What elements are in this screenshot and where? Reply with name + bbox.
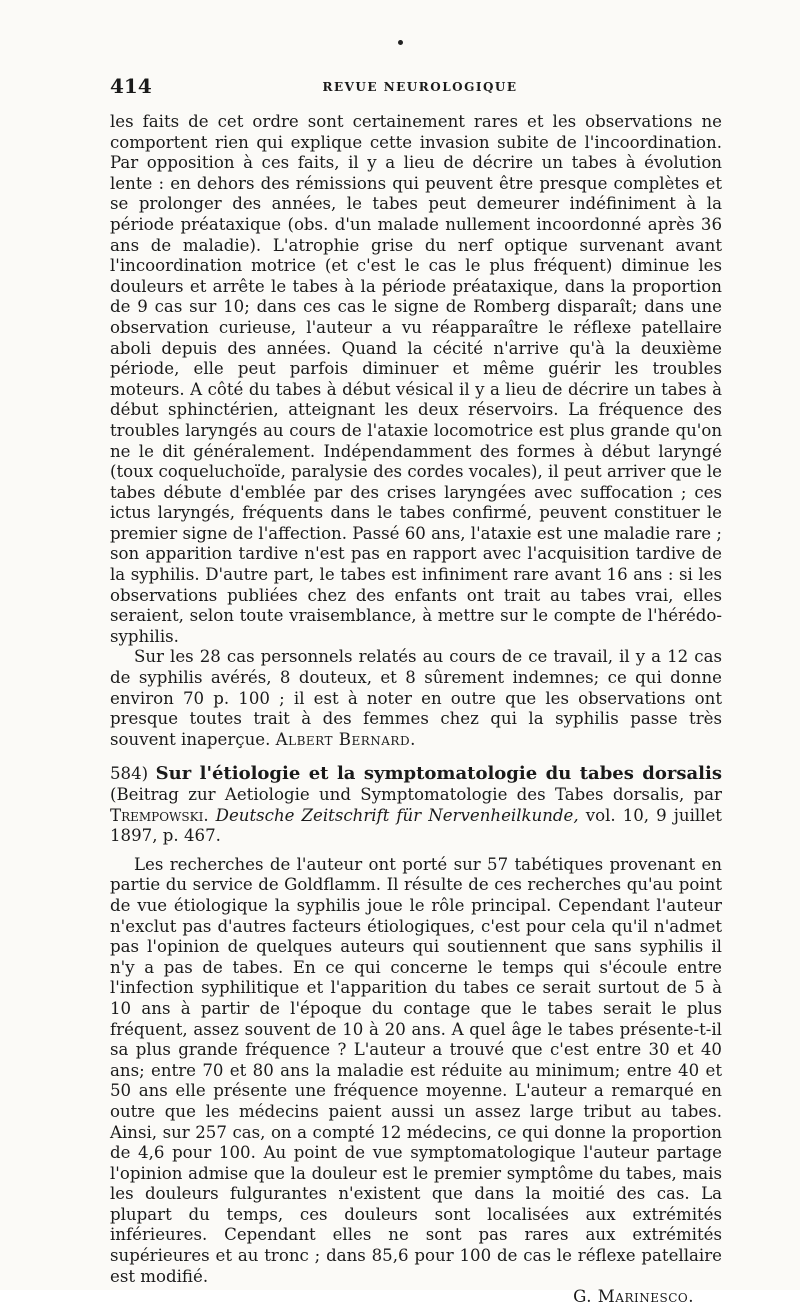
entry-citation: vol. 10, 9 juillet 1897, p. 467.	[110, 805, 722, 846]
entry-journal: Deutsche Zeitschrift für Nervenheilkunde,	[215, 805, 579, 825]
section1-paragraph2	[110, 647, 722, 750]
entry-title: Sur l'étiologie et la symptomatologie du tabes dorsalis	[155, 763, 722, 785]
entry-subtitle: (Beitrag zur Aetiologie und Symptomatologie des Tabes dorsalis, par	[110, 785, 722, 804]
section1-paragraph2-text: Sur les 28 cas personnels relatés au cours de ce travail, il y a 12 cas de syphilis avérés, 8 douteux, et 8 sûrement indemnes; ce qui donne environ 70 p. 100 ; il est à noter en outre que les observations ont presque toutes trait à des femmes chez qui la syphilis passe très souvent inaperçue.	[110, 647, 722, 749]
entry-584-heading	[110, 764, 722, 846]
section1-paragraph1: les faits de cet ordre sont certainement rares et les observations ne comportent rien qui explique cette invasion subite de l'incoordination. Par opposition à ces faits, il y a lieu de décrire un tabes à évolution lente : en dehors des rémissions qui peuvent être presque complètes et se prolonger des années, le tabes peut demeurer indéfiniment à la période préataxique (obs. d'un malade nullement incoordonné après 36 ans de maladie). L'atrophie grise du nerf optique survenant avant l'incoordination motrice (et c'est le cas le plus fréquent) diminue les douleurs et arrête le tabes à la période préataxique, dans la proportion de 9 cas sur 10; dans ces cas le signe de Romberg disparaît; dans une observation curieuse, l'auteur a vu réapparaître le réflexe patellaire aboli depuis des années. Quand la cécité n'arrive qu'à la deuxième période, elle peut parfois diminuer et même guérir les troubles moteurs. A côté du tabes à début vésical il y a lieu de décrire un tabes à début sphinctérien, atteignant les deux réservoirs. La fréquence des troubles laryngés au cours de l'ataxie locomotrice est plus grande qu'on ne le dit généralement. Indépendamment des formes à début laryngé (toux coqueluchoïde, paralysie des cordes vocales), il peut arriver que le tabes débute d'emblée par des crises laryngées avec suffocation ; ces ictus laryngés, fréquents dans le tabes confirmé, peuvent constituer le premier signe de l'affection. Passé 60 ans, l'ataxie est une maladie rare ; son apparition tardive n'est pas en rapport avec l'acquisition tardive de la syphilis. D'autre part, le tabes est infiniment rare avant 16 ans : si les observations publiées chez des enfants ont trait au tabes vrai, elles seraient, selon toute vraisemblance, à mettre sur le compte de l'hérédo-syphilis.	[110, 112, 722, 646]
page-body	[110, 112, 722, 1308]
entry-584-paragraph: Les recherches de l'auteur ont porté sur 57 tabétiques provenant en partie du service de Goldflamm. Il résulte de ces recherches qu'au point de vue étiologique la syphilis joue le rôle principal. Cependant l'auteur n'exclut pas d'autres facteurs étiologiques, c'est pour cela qu'il n'admet pas l'opinion de quelques auteurs qui soutiennent que sans syphilis il n'y a pas de tabes. En ce qui concerne le temps qui s'écoule entre l'infection syphilitique et l'apparition du tabes ce serait surtout de 5 à 10 ans à partir de l'époque du contage que le tabes serait le plus fréquent, assez souvent de 10 à 20 ans. A quel âge le tabes présente-t-il sa plus grande fréquence ? L'auteur a trouvé que c'est entre 30 et 40 ans; entre 70 et 80 ans la maladie est réduite au minimum; entre 40 et 50 ans elle présente une fréquence moyenne. L'auteur a remarqué en outre que les médecins paient aussi un assez large tribut au tabes. Ainsi, sur 257 cas, on a compté 12 médecins, ce qui donne la proportion de 4,6 pour 100. Au point de vue symptomatologique l'auteur partage l'opinion admise que la douleur est le premier symptôme du tabes, mais les douleurs fulgurantes n'existent que dans la moitié des cas. La plupart du temps, ces douleurs sont localisées aux extrémités inférieures. Cependant elles ne sont pas rares aux extrémités supérieures et au tronc ; dans 85,6 pour 100 de cas le réflexe patellaire est modifié.	[110, 854, 722, 1286]
spacer	[110, 847, 722, 855]
section1-signature: Albert Bernard.	[275, 729, 416, 749]
printer-mark	[398, 40, 403, 45]
entry-584-signature: G. Marinesco.	[573, 1287, 694, 1307]
page-header	[110, 74, 730, 98]
entry-author: Trempowski.	[110, 805, 209, 825]
running-title: REVUE NEUROLOGIQUE	[322, 80, 518, 94]
page-number: 414	[110, 74, 152, 98]
entry-number: 584)	[110, 764, 149, 784]
